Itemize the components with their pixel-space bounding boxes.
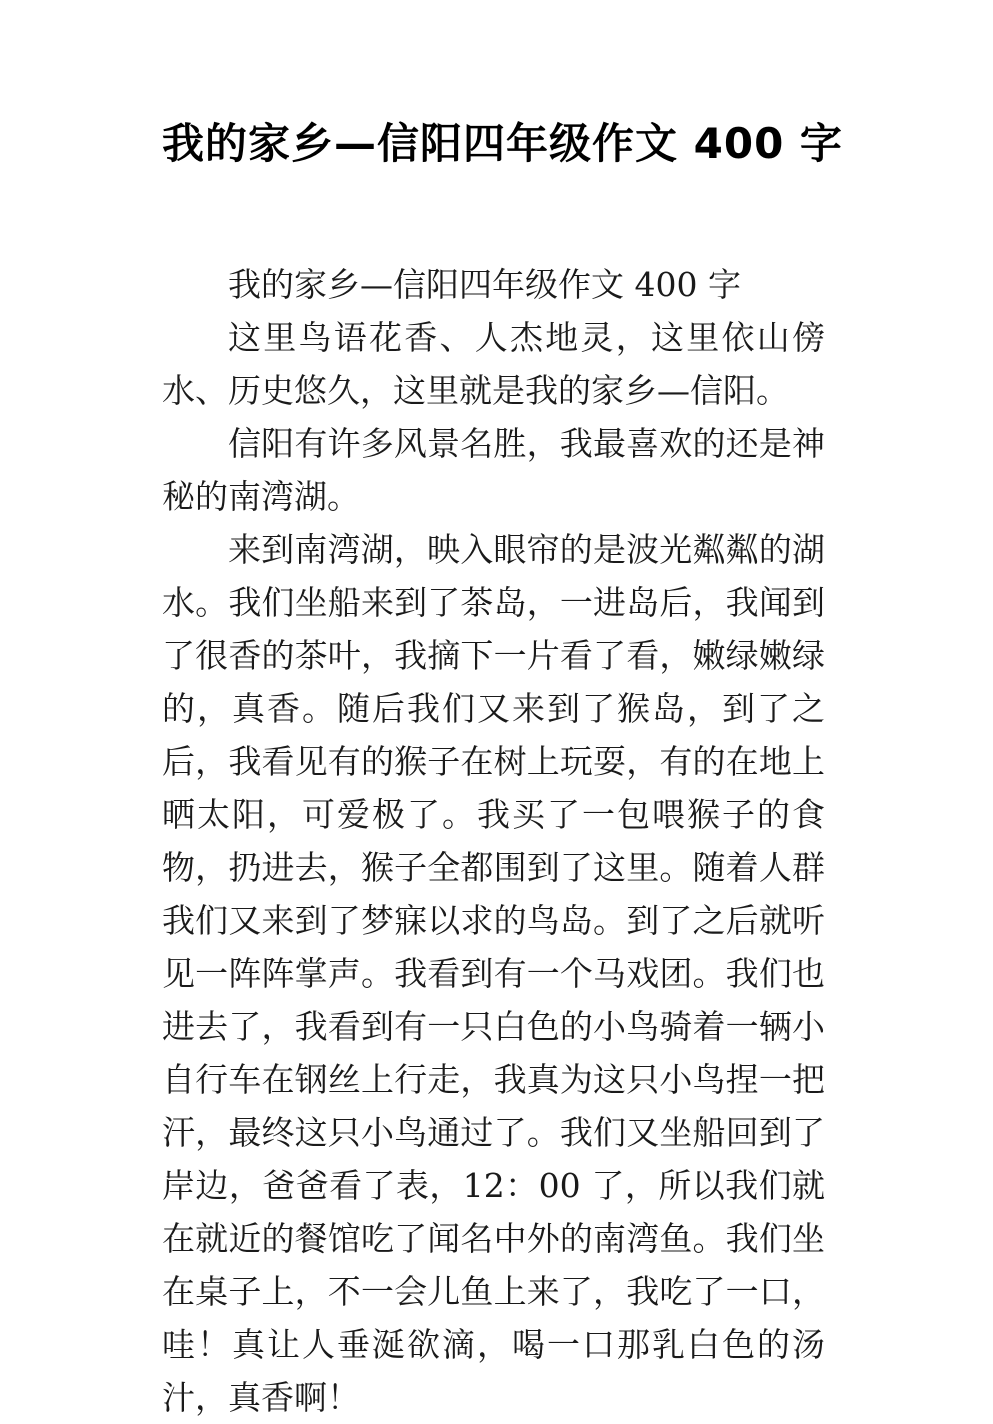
paragraph: 来到南湾湖，映入眼帘的是波光粼粼的湖水。我们坐船来到了茶岛，一进岛后，我闻到了很香的茶叶，我摘下一片看了看，嫩绿嫩绿的，真香。随后我们又来到了猴岛，到了之后，我看见有的猴子在树上玩耍，有的在地上晒太阳，可爱极了。我买了一包喂猴子的食物，扔进去，猴子全都围到了这里。随着人群我们又来到了梦寐以求的鸟岛。到了之后就听见一阵阵掌声。我看到有一个马戏团。我们也进去了，我看到有一只白色的小鸟骑着一辆小自行车在钢丝上行走，我真为这只小鸟捏一把汗，最终这只小鸟通过了。我们又坐船回到了岸边，爸爸看了表，12：00 了，所以我们就在就近的餐馆吃了闻名中外的南湾鱼。我们坐在桌子上，不一会儿鱼上来了，我吃了一口，哇！真让人垂涎欲滴，喝一口那乳白色的汤汁，真香啊！ [162,530,825,1418]
document-body [162,258,825,1424]
paragraph: 信阳有许多风景名胜，我最喜欢的还是神秘的南湾湖。 [162,424,825,517]
document-title: 我的家乡—信阳四年级作文 400 字 [162,119,843,168]
paragraph: 我的家乡—信阳四年级作文 400 字 [228,265,741,305]
paragraph: 这里鸟语花香、人杰地灵，这里依山傍水、历史悠久，这里就是我的家乡—信阳。 [162,318,825,411]
